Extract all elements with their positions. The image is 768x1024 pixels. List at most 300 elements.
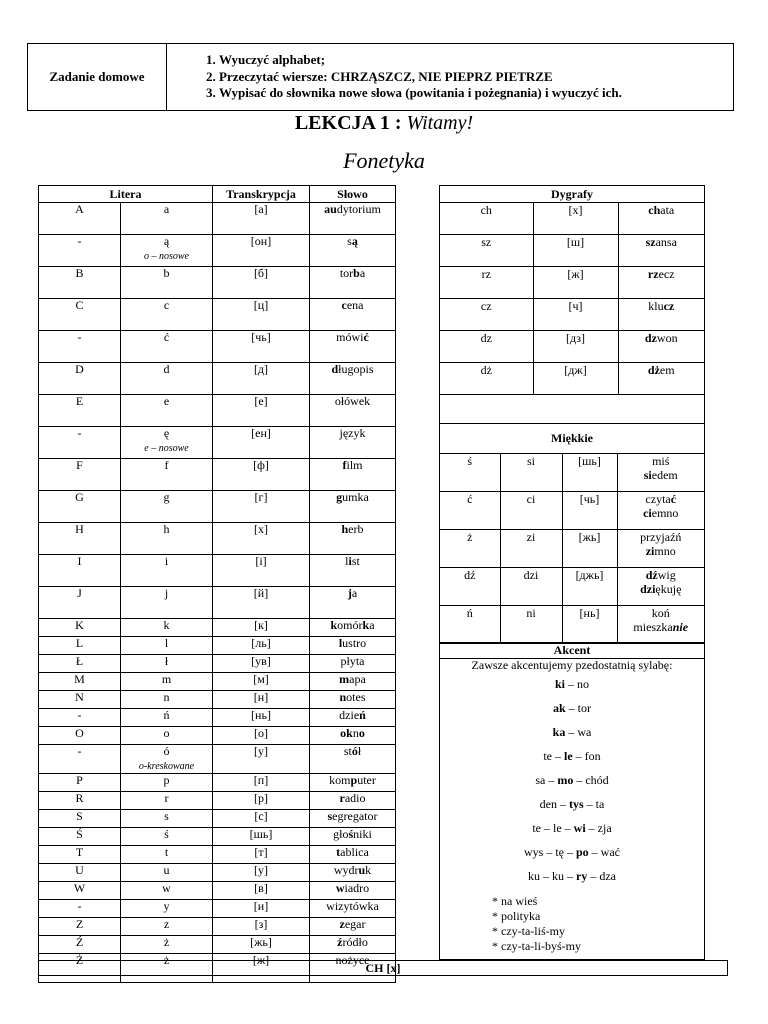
word-part: o [358, 726, 365, 740]
word-part: m [339, 672, 350, 686]
letter-lower [121, 691, 213, 709]
word-part: ok [340, 726, 353, 740]
letter-note: o – nosowe [144, 251, 189, 262]
letter-lower-text: u [163, 863, 170, 877]
letter-upper: - [39, 745, 121, 774]
word-part: mo [557, 773, 574, 787]
letter-upper: L [39, 637, 121, 655]
word-part: h [341, 522, 349, 536]
word-part: język [339, 426, 366, 440]
soft-transcription: [нь] [562, 606, 617, 644]
word-part: ilm [346, 458, 363, 472]
letter-lower [121, 900, 213, 918]
alphabet-row [39, 427, 396, 459]
word-part: kom [329, 773, 351, 787]
letter-lower-text: f [164, 458, 169, 472]
word-part: tys [568, 797, 584, 811]
letter-lower-text: ł [164, 654, 169, 668]
word-part: a [369, 618, 375, 632]
right-column [439, 185, 705, 960]
word-part: – zja [585, 821, 612, 835]
word-part: te – [543, 749, 564, 763]
letter-note: o-kreskowane [138, 761, 195, 772]
letter-lower [121, 709, 213, 727]
transcription: [с] [213, 810, 310, 828]
letter-lower-text: m [161, 672, 172, 686]
letter-upper: C [39, 299, 121, 331]
digraph: cz [440, 299, 533, 331]
example-word [310, 727, 396, 745]
accent-intro: Zawsze akcentujemy pzedostatnią sylabę: [471, 658, 673, 672]
word-part: n [339, 690, 347, 704]
letter-lower [121, 936, 213, 954]
example-word [310, 267, 396, 299]
alphabet-row [39, 774, 396, 792]
alphabet-row [39, 691, 396, 709]
letter-upper: U [39, 864, 121, 882]
word-part: dzi [640, 582, 656, 596]
word-part: ą [351, 234, 358, 248]
section-title: Fonetyka [343, 148, 425, 173]
letter-lower-text: ż [163, 935, 170, 949]
word-part: – wać [588, 845, 620, 859]
letter-upper: D [39, 363, 121, 395]
soft-grapheme: si [500, 454, 562, 492]
example-word [310, 792, 396, 810]
letter-upper: A [39, 203, 121, 235]
letter-upper: N [39, 691, 121, 709]
word-part: klu [648, 299, 664, 313]
letter-lower-text: ć [163, 330, 170, 344]
word-part: rz [647, 267, 659, 281]
soft-word-2 [618, 468, 705, 482]
letter-upper: H [39, 523, 121, 555]
letter-lower [121, 655, 213, 673]
word-part: r [339, 791, 345, 805]
word-part: u [358, 863, 366, 877]
example-word [310, 810, 396, 828]
letter-lower-text: ą [163, 234, 170, 248]
letter-lower [121, 331, 213, 363]
example-word [310, 299, 396, 331]
homework-table [27, 43, 734, 111]
alphabet-row [39, 267, 396, 299]
word-part: p [350, 773, 358, 787]
example-word [310, 864, 396, 882]
lesson-title [0, 112, 768, 135]
accent-word [440, 768, 704, 792]
letter-upper: - [39, 331, 121, 363]
alphabet-row [39, 727, 396, 745]
word-part: ć [363, 330, 369, 344]
alphabet-row [39, 846, 396, 864]
word-part: ka [552, 725, 566, 739]
word-part: ń [359, 708, 366, 722]
letter-upper: E [39, 395, 121, 427]
accent-notes [440, 894, 704, 954]
example-word [310, 459, 396, 491]
example-word [310, 828, 396, 846]
accent-note: * na wieś [492, 894, 538, 908]
digraph-word [618, 363, 704, 395]
alphabet-row [39, 655, 396, 673]
letter-lower-text: g [163, 490, 170, 504]
letter-lower [121, 828, 213, 846]
soft-row [440, 454, 704, 492]
transcription: [н] [213, 691, 310, 709]
word-part: ta [355, 654, 365, 668]
letter-lower [121, 882, 213, 900]
letter-lower [121, 203, 213, 235]
letter-upper: O [39, 727, 121, 745]
transcription: [ж] [213, 954, 310, 983]
word-part: mno [654, 544, 676, 558]
alphabet-table [38, 185, 396, 983]
word-part: k [365, 863, 372, 877]
soft-word-2 [618, 544, 705, 558]
letter-lower-text: ś [164, 827, 169, 841]
word-part: apa [349, 672, 366, 686]
alphabet-header-row [39, 186, 396, 203]
homework-list [167, 52, 733, 102]
word-part: wig [657, 568, 676, 582]
digraph-row [440, 299, 704, 331]
word-part: wys – tę – [523, 845, 576, 859]
letter-lower-text: e [163, 394, 170, 408]
word-part: a [359, 266, 366, 280]
homework-item: 2. Przeczytać wiersze: CHRZĄSZCZ, NIE PIEPRZ PIETRZE [219, 69, 733, 86]
example-word [310, 555, 396, 587]
transcription: [о] [213, 727, 310, 745]
alphabet-row [39, 363, 396, 395]
word-part: przyjaźń [640, 530, 682, 544]
word-part: ołówek [334, 394, 371, 408]
soft-grapheme: ni [500, 606, 562, 644]
letter-lower-text: w [162, 881, 171, 895]
alphabet-row [39, 203, 396, 235]
word-part: st [351, 554, 360, 568]
transcription: [в] [213, 882, 310, 900]
letter-upper: M [39, 673, 121, 691]
transcription: [з] [213, 918, 310, 936]
digraph-transcription: [х] [533, 203, 618, 235]
transcription: [р] [213, 792, 310, 810]
example-word [310, 774, 396, 792]
transcription: [д] [213, 363, 310, 395]
word-part: zi [645, 544, 655, 558]
word-part: ablica [340, 845, 369, 859]
example-word [310, 523, 396, 555]
transcription: [и] [213, 900, 310, 918]
word-part: ć [670, 492, 677, 506]
word-part: tor [339, 266, 354, 280]
digraph-word [618, 299, 704, 331]
transcription: [х] [213, 523, 310, 555]
transcription: [ф] [213, 459, 310, 491]
word-part: sa – [535, 773, 558, 787]
soft-words [617, 454, 704, 492]
alphabet-row [39, 235, 396, 267]
letter-lower [121, 523, 213, 555]
word-part: czyta [645, 492, 671, 506]
alphabet-header-slowo: Słowo [310, 186, 396, 203]
example-word [310, 936, 396, 954]
accent-word [440, 744, 704, 768]
word-part: ł [357, 744, 362, 758]
alphabet-row [39, 619, 396, 637]
letter-lower-text: b [163, 266, 170, 280]
letter-lower [121, 363, 213, 395]
example-word [310, 491, 396, 523]
soft-title: Miękkie [551, 431, 593, 445]
word-part: mówi [336, 330, 364, 344]
homework-items-cell [167, 44, 734, 111]
soft-letter: ń [440, 606, 500, 644]
word-part: miś [652, 454, 670, 468]
word-part: ki [554, 677, 565, 691]
digraphs-title: Dygrafy [551, 187, 593, 201]
word-part: – no [565, 677, 589, 691]
transcription: [п] [213, 774, 310, 792]
letter-upper: S [39, 810, 121, 828]
example-word [310, 900, 396, 918]
soft-row [440, 530, 704, 568]
letter-upper: Ś [39, 828, 121, 846]
word-part: i [348, 554, 352, 568]
soft-table [440, 453, 704, 644]
alphabet-row [39, 882, 396, 900]
letter-lower-text: c [163, 298, 170, 312]
letter-lower [121, 864, 213, 882]
letter-lower-text: o [163, 726, 170, 740]
letter-upper: Ź [39, 936, 121, 954]
letter-lower-text: ż [163, 953, 170, 967]
letter-upper: - [39, 235, 121, 267]
word-part: ługopis [338, 362, 374, 376]
letter-lower-text: i [164, 554, 169, 568]
soft-grapheme: dzi [500, 568, 562, 606]
word-part: dz [644, 331, 657, 345]
word-part: won [656, 331, 678, 345]
letter-lower [121, 745, 213, 774]
digraph: ch [440, 203, 533, 235]
letter-lower-text: ę [163, 426, 170, 440]
word-part: nożyce [335, 953, 370, 967]
soft-word-2 [618, 506, 705, 520]
letter-lower-text: y [163, 899, 170, 913]
letter-lower-text: n [163, 690, 170, 704]
example-word [310, 691, 396, 709]
letter-lower [121, 810, 213, 828]
word-part: s [347, 234, 352, 248]
example-word [310, 745, 396, 774]
letter-lower [121, 673, 213, 691]
digraph-transcription: [ж] [533, 267, 618, 299]
alphabet-row [39, 299, 396, 331]
word-part: te – le – [532, 821, 574, 835]
letter-lower-text: t [164, 845, 169, 859]
word-part: ustro [342, 636, 367, 650]
example-word [310, 363, 396, 395]
word-part: – dza [587, 869, 616, 883]
word-part: ena [346, 298, 364, 312]
letter-lower [121, 727, 213, 745]
accent-note: * czy-ta-liś-my [492, 924, 565, 938]
word-part: sz [645, 235, 656, 249]
alphabet-row [39, 491, 396, 523]
word-part: ci [643, 506, 652, 520]
letter-lower [121, 427, 213, 459]
alphabet-row [39, 523, 396, 555]
transcription: [ц] [213, 299, 310, 331]
letter-lower-text: j [164, 586, 169, 600]
word-part: umka [342, 490, 369, 504]
example-word [310, 619, 396, 637]
word-part: ś [348, 827, 354, 841]
word-part: ecz [658, 267, 675, 281]
word-part: uter [357, 773, 376, 787]
soft-grapheme: zi [500, 530, 562, 568]
word-part: ry [576, 869, 588, 883]
alphabet-row [39, 828, 396, 846]
word-part: egregator [332, 809, 378, 823]
word-part: ku – ku – [528, 869, 576, 883]
homework-item: 1. Wyuczyć alphabet; [219, 52, 733, 69]
word-part: j [347, 586, 352, 600]
letter-lower [121, 918, 213, 936]
transcription: [і] [213, 555, 310, 587]
transcription: [е] [213, 395, 310, 427]
example-word [310, 395, 396, 427]
word-part: a [351, 586, 358, 600]
letter-upper: J [39, 587, 121, 619]
example-word [310, 655, 396, 673]
letter-upper: F [39, 459, 121, 491]
digraph-word [618, 331, 704, 363]
soft-words [617, 606, 704, 644]
alphabet-header-litera: Litera [39, 186, 213, 203]
word-part: l [345, 554, 349, 568]
letter-lower [121, 774, 213, 792]
transcription: [к] [213, 619, 310, 637]
letter-upper: T [39, 846, 121, 864]
example-word [310, 882, 396, 900]
alphabet-row [39, 587, 396, 619]
transcription: [м] [213, 673, 310, 691]
soft-word-1 [618, 492, 705, 506]
word-part: koń [651, 606, 670, 620]
word-part: z [339, 917, 345, 931]
soft-word-2 [618, 582, 705, 596]
word-part: wizytówka [326, 899, 379, 913]
example-word [310, 331, 396, 363]
accent-word [440, 864, 704, 888]
letter-lower-text: h [163, 522, 170, 536]
transcription: [у] [213, 864, 310, 882]
letter-lower [121, 555, 213, 587]
accent-word [440, 672, 704, 696]
soft-transcription: [джь] [562, 568, 617, 606]
digraph: rz [440, 267, 533, 299]
word-part: edem [651, 468, 678, 482]
word-part: wi [573, 821, 586, 835]
letter-lower [121, 235, 213, 267]
word-part: – wa [565, 725, 592, 739]
letter-upper: Ł [39, 655, 121, 673]
word-part: iadro [344, 881, 370, 895]
word-part: le [564, 749, 573, 763]
example-word [310, 235, 396, 267]
soft-words [617, 530, 704, 568]
soft-row [440, 492, 704, 530]
word-part: – tor [565, 701, 592, 715]
digraph-row [440, 331, 704, 363]
soft-letter: ć [440, 492, 500, 530]
accent-word [440, 816, 704, 840]
example-word [310, 587, 396, 619]
digraph-row [440, 203, 704, 235]
word-part: dytorium [336, 202, 381, 216]
letter-lower-text: p [163, 773, 170, 787]
homework-item: 3. Wypisać do słownika nowe słowa (powitania i pożegnania) i wyuczyć ich. [219, 85, 733, 102]
accent-title: Akcent [553, 643, 591, 657]
footer-ch-bar: CH [x] [38, 960, 728, 976]
word-part: ź [337, 935, 343, 949]
letter-lower [121, 587, 213, 619]
digraph-word [618, 203, 704, 235]
word-part: niki [353, 827, 372, 841]
letter-upper: R [39, 792, 121, 810]
alphabet-row [39, 459, 396, 491]
lesson-title-main: LEKCJA 1 : [294, 112, 407, 134]
word-part: em [659, 363, 675, 377]
word-part: emno [651, 506, 679, 520]
alphabet-row [39, 792, 396, 810]
letter-upper: B [39, 267, 121, 299]
word-part: gło [333, 827, 349, 841]
alphabet-row [39, 395, 396, 427]
transcription: [нь] [213, 709, 310, 727]
example-word [310, 673, 396, 691]
digraph: sz [440, 235, 533, 267]
word-part: ak [552, 701, 566, 715]
word-part: ansa [655, 235, 677, 249]
transcription: [а] [213, 203, 310, 235]
soft-word-1 [618, 530, 705, 544]
letter-lower-text: s [164, 809, 169, 823]
letter-upper: W [39, 882, 121, 900]
soft-row [440, 606, 704, 644]
alphabet-row [39, 745, 396, 774]
word-part: ękuję [655, 582, 682, 596]
accent-word [440, 840, 704, 864]
word-part: den – [539, 797, 569, 811]
homework-label: Zadanie domowe [28, 44, 167, 111]
word-part: b [353, 266, 360, 280]
accent-body [440, 658, 704, 954]
alphabet-row [39, 900, 396, 918]
accent-words [440, 672, 704, 888]
digraph-row [440, 363, 704, 395]
digraph-transcription: [ч] [533, 299, 618, 331]
alphabet-row [39, 864, 396, 882]
letter-upper: - [39, 900, 121, 918]
accent-word [440, 720, 704, 744]
word-part: s [327, 809, 333, 823]
letter-lower-text: l [164, 636, 169, 650]
word-part: pł [340, 654, 350, 668]
word-part: au [324, 202, 337, 216]
